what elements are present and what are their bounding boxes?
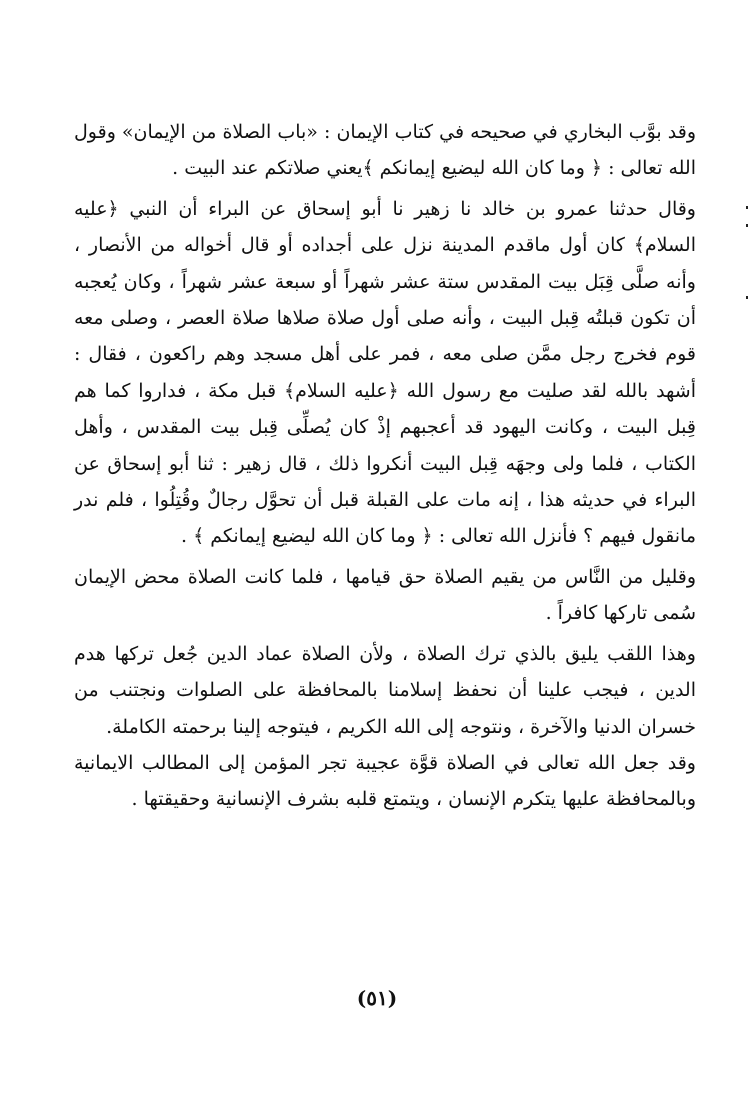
paragraph: وهذا اللقب يليق بالذي ترك الصلاة ، ولأن الصلاة عماد الدين جُعل تركها هدم الدين ، فيجب علينا أن نحفظ إسلامنا بالمحافظة على الصلوات ونجتنب من خسران الدنيا والآخرة ، ونتوجه إلى الله الكريم ، فيتوجه إلينا برحمته الكاملة. (74, 642, 696, 738)
margin-mark (746, 206, 748, 209)
paragraph: وقال حدثنا عمرو بن خالد نا زهير نا أبو إسحاق عن البراء أن النبي ﴿عليه السلام﴾ كان أول ماقدم المدينة نزل على أجداده أو قال أخواله من الأنصار ، وأنه صلَّى قِبَل بيت المقدس ستة عشر شهراً أو سبعة عشر شهراً ، وكان يُعجبه أن تكون قبلتُه قِبل البيت ، وأنه صلى أول صلاة صلاها صلاة العصر ، وصلى معه قوم فخرج رجل ممَّن صلى معه ، فمر على أهل مسجد وهم راكعون ، فقال : أشهد بالله لقد صليت مع رسول الله ﴿عليه السلام﴾ قبل مكة ، فداروا كما هم قِبل البيت ، وكانت اليهود قد أعجبهم إذْ كان يُصلِّى قِبل بيت المقدس ، وأهل الكتاب ، فلما ولى وجهَه قِبل البيت أنكروا ذلك ، قال زهير : ثنا أبو إسحاق عن البراء في حديثه هذا ، إنه مات على القبلة قبل أن تحوَّل رجالٌ وقُتِلُوا ، فلم ندر مانقول فيهم ؟ فأنزل الله تعالى : ﴿ وما كان الله ليضيع إيمانكم ﴾ . (74, 197, 696, 548)
paragraph: وقليل من النَّاس من يقيم الصلاة حق قيامها ، فلما كانت الصلاة محض الإيمان سُمى تاركها كافراً . (74, 565, 696, 625)
page-body (74, 114, 696, 818)
paragraph: وقد بوَّب البخاري في صحيحه في كتاب الإيمان : «باب الصلاة من الإيمان» وقول الله تعالى : ﴿ وما كان الله ليضيع إيمانكم ﴾يعني صلاتكم عند البيت . (74, 121, 696, 180)
paragraph: وقد جعل الله تعالى في الصلاة قوَّة عجيبة تجر المؤمن إلى المطالب الايمانية وبالمحافظة عليها يتكرم الإنسان ، ويتمتع قلبه بشرف الإنسانية وحقيقتها . (74, 751, 696, 811)
margin-mark (746, 224, 748, 227)
page-number: (٥١) (356, 986, 398, 1010)
margin-mark (746, 296, 748, 299)
